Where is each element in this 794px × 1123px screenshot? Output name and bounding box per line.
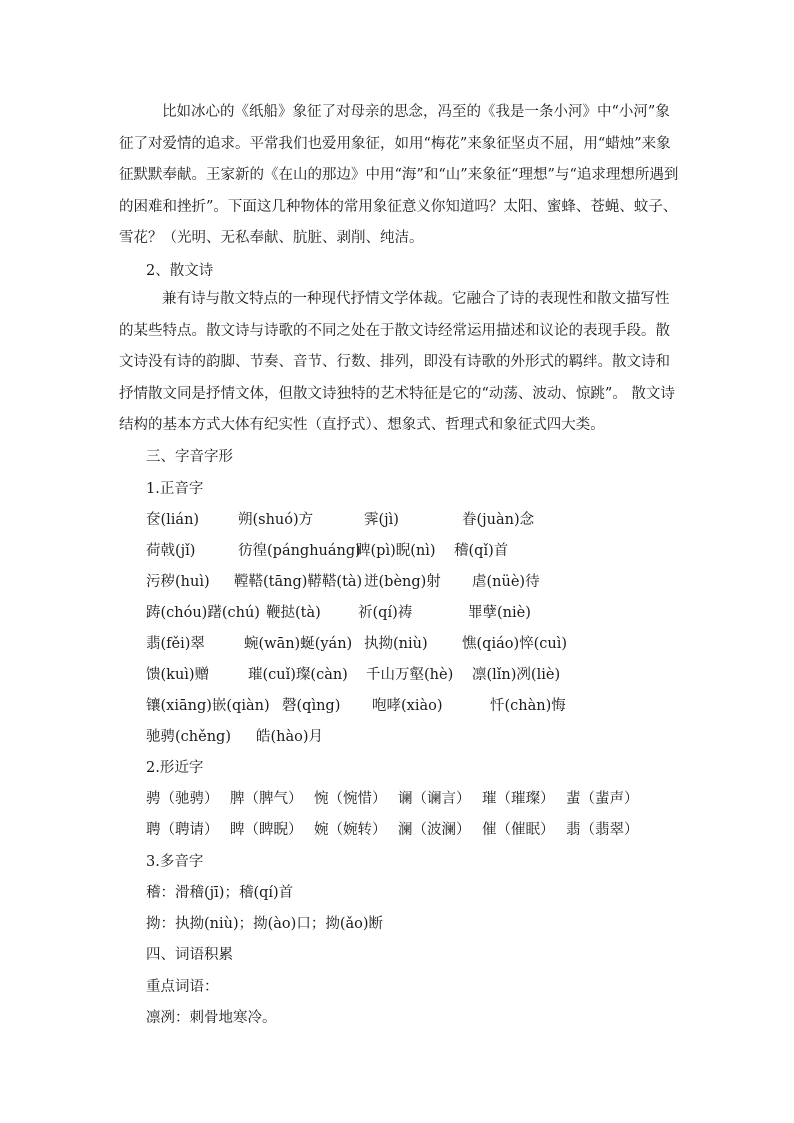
pron-item: 翡(fěi)翠 bbox=[146, 636, 205, 652]
shape-item: 骋（驰骋） bbox=[146, 791, 219, 807]
shape-item: 蜚（蜚声） bbox=[566, 791, 639, 807]
pron-row bbox=[146, 510, 706, 530]
pron-row bbox=[146, 665, 706, 685]
pron-row bbox=[146, 572, 706, 592]
shape-row bbox=[146, 789, 706, 809]
pron-item: 虐(nüè)待 bbox=[472, 574, 540, 590]
pron-item: 镶(xiāng)嵌(qiàn) bbox=[146, 698, 270, 714]
shape-item: 脾（脾气） bbox=[230, 791, 303, 807]
pron-item: 罪孽(niè) bbox=[468, 605, 531, 621]
shape-row bbox=[146, 820, 706, 840]
section-heading-pronunciation: 三、字音字形 bbox=[146, 449, 233, 465]
pron-item: 璀(cuǐ)璨(càn) bbox=[248, 667, 348, 683]
pron-item: 千山万壑(hè) bbox=[366, 667, 454, 683]
key-words-label: 重点词语： bbox=[146, 979, 219, 995]
shape-item: 翡（翡翠） bbox=[566, 822, 639, 838]
pron-item: 迸(bèng)射 bbox=[364, 574, 441, 590]
pron-item: 彷徨(pánghuáng) bbox=[238, 543, 361, 559]
pron-item: 憔(qiáo)悴(cuì) bbox=[462, 636, 568, 652]
pron-item: 咆哮(xiào) bbox=[372, 698, 443, 714]
pron-item: 污秽(huì) bbox=[146, 574, 210, 590]
pron-item: 驰骋(chěng) bbox=[146, 729, 231, 745]
shape-item: 惋（惋惜） bbox=[314, 791, 387, 807]
pron-row bbox=[146, 727, 706, 747]
pron-item: 祈(qí)祷 bbox=[358, 605, 413, 621]
vocab-entry: 凛冽：刺骨地寒冷。 bbox=[146, 1010, 277, 1026]
pron-row bbox=[146, 634, 706, 654]
pron-item: 磬(qìng) bbox=[282, 698, 341, 714]
pron-row bbox=[146, 696, 706, 716]
pron-row bbox=[146, 603, 706, 623]
pron-item: 睥(pì)睨(nì) bbox=[356, 543, 436, 559]
pron-item: 朔(shuó)方 bbox=[238, 512, 314, 528]
pron-item: 荷戟(jǐ) bbox=[146, 543, 196, 559]
prose-poem-paragraph: 兼有诗与散文特点的一种现代抒情文学体裁。它融合了诗的表现性和散文描写性的某些特点。散文诗与诗歌的不同之处在于散文诗经常运用描述和议论的表现手段。散文诗没有诗的韵脚、节奏、音节、行数、排列，即没有诗歌的外形式的羁绊。散文诗和抒情散文同是抒情文体，但散文诗独特的艺术特征是它的“动荡、波动、惊跳”。 散文诗结构的基本方式大体有纪实性（直抒式）、想象式、哲理式和象征式四大类。 bbox=[119, 291, 675, 433]
pron-item: 忏(chàn)悔 bbox=[490, 698, 566, 714]
shape-item: 璀（璀璨） bbox=[482, 791, 555, 807]
pron-item: 皓(hào)月 bbox=[256, 729, 324, 745]
shape-item: 聘（聘请） bbox=[146, 822, 219, 838]
shape-item: 婉（婉转） bbox=[314, 822, 387, 838]
intro-paragraph: 比如冰心的《纸船》象征了对母亲的思念，冯至的《我是一条小河》中“小河”象征了对爱情的追求。平常我们也爱用象征，如用“梅花”来象征坚贞不屈，用“蜡烛”来象征默默奉献。王家新的《在山的那边》中用“海”和“山”来象征“理想”与“追求理想所遇到的困难和挫折”。下面这几种物体的常用象征意义你知道吗？太阳、蜜蜂、苍蝇、蚊子、雪花？（光明、无私奉献、肮脏、剥削、纯洁。 bbox=[119, 104, 679, 246]
shape-item: 谰（谰言） bbox=[398, 791, 471, 807]
subheading-similar-characters: 2.形近字 bbox=[146, 760, 204, 776]
pron-item: 执拗(niù) bbox=[364, 636, 428, 652]
section-heading-prose-poem: 2、散文诗 bbox=[146, 263, 214, 279]
subheading-polyphonic: 3.多音字 bbox=[146, 854, 204, 870]
pron-item: 奁(lián) bbox=[146, 512, 200, 528]
subheading-correct-pronunciation: 1.正音字 bbox=[146, 481, 204, 497]
pron-item: 馈(kuì)赠 bbox=[146, 667, 210, 683]
pron-item: 霁(jì) bbox=[364, 512, 399, 528]
pron-item: 稽(qǐ)首 bbox=[454, 543, 509, 559]
section-heading-vocabulary: 四、词语积累 bbox=[146, 947, 233, 963]
polyphonic-item: 稽：滑稽(jī)；稽(qí)首 bbox=[146, 885, 294, 901]
pron-item: 鞺鞳(tāng)鞯鞳(tà) bbox=[234, 574, 363, 590]
pron-row bbox=[146, 541, 706, 561]
pron-item: 凛(lǐn)冽(liè) bbox=[472, 667, 561, 683]
shape-item: 睥（睥睨） bbox=[230, 822, 303, 838]
shape-item: 催（催眠） bbox=[482, 822, 555, 838]
pron-item: 蜿(wān)蜒(yán) bbox=[244, 636, 353, 652]
polyphonic-item: 拗：执拗(niù)；拗(ào)口；拗(ǎo)断 bbox=[146, 916, 384, 932]
pron-item: 踌(chóu)躇(chú) bbox=[146, 605, 260, 621]
shape-item: 澜（波澜） bbox=[398, 822, 471, 838]
pron-item: 鞭挞(tà) bbox=[266, 605, 321, 621]
pron-item: 眷(juàn)念 bbox=[462, 512, 535, 528]
